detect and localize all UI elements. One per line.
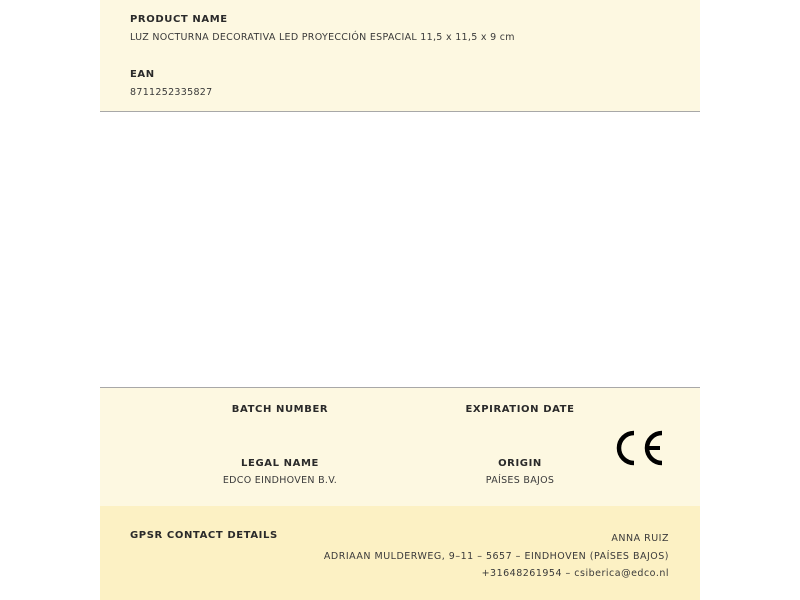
gpsr-contact-phone-email: +31648261954 – csiberica@edco.nl xyxy=(481,568,669,579)
origin-cell xyxy=(430,458,610,486)
legal-name-label: LEGAL NAME xyxy=(241,458,319,469)
ean-value: 8711252335827 xyxy=(130,87,213,98)
gpsr-contact-block xyxy=(324,530,669,583)
expiration-date-cell xyxy=(430,404,610,421)
product-name-value: LUZ NOCTURNA DECORATIVA LED PROYECCIÓN ESPACIAL 11,5 x 11,5 x 9 cm xyxy=(130,32,515,43)
ce-mark-icon xyxy=(614,428,666,468)
origin-label: ORIGIN xyxy=(498,458,542,469)
legal-name-value: EDCO EINDHOVEN B.V. xyxy=(222,475,338,486)
expiration-date-label: EXPIRATION DATE xyxy=(465,404,575,415)
gpsr-contact-address: ADRIAAN MULDERWEG, 9–11 – 5657 – EINDHOVEN (PAÍSES BAJOS) xyxy=(323,550,669,562)
product-name-label: PRODUCT NAME xyxy=(130,14,228,25)
legal-name-cell xyxy=(190,458,370,486)
product-info-panel xyxy=(100,0,700,112)
gpsr-contact-panel xyxy=(100,506,700,600)
batch-number-label: BATCH NUMBER xyxy=(231,404,329,415)
gpsr-contact-name: ANNA RUIZ xyxy=(611,533,669,544)
product-label-sheet xyxy=(100,0,700,600)
origin-value: PAÍSES BAJOS xyxy=(485,475,555,486)
details-panel xyxy=(100,387,700,507)
batch-number-cell xyxy=(190,404,370,421)
ean-label: EAN xyxy=(130,69,155,80)
gpsr-contact-label: GPSR CONTACT DETAILS xyxy=(130,530,278,541)
